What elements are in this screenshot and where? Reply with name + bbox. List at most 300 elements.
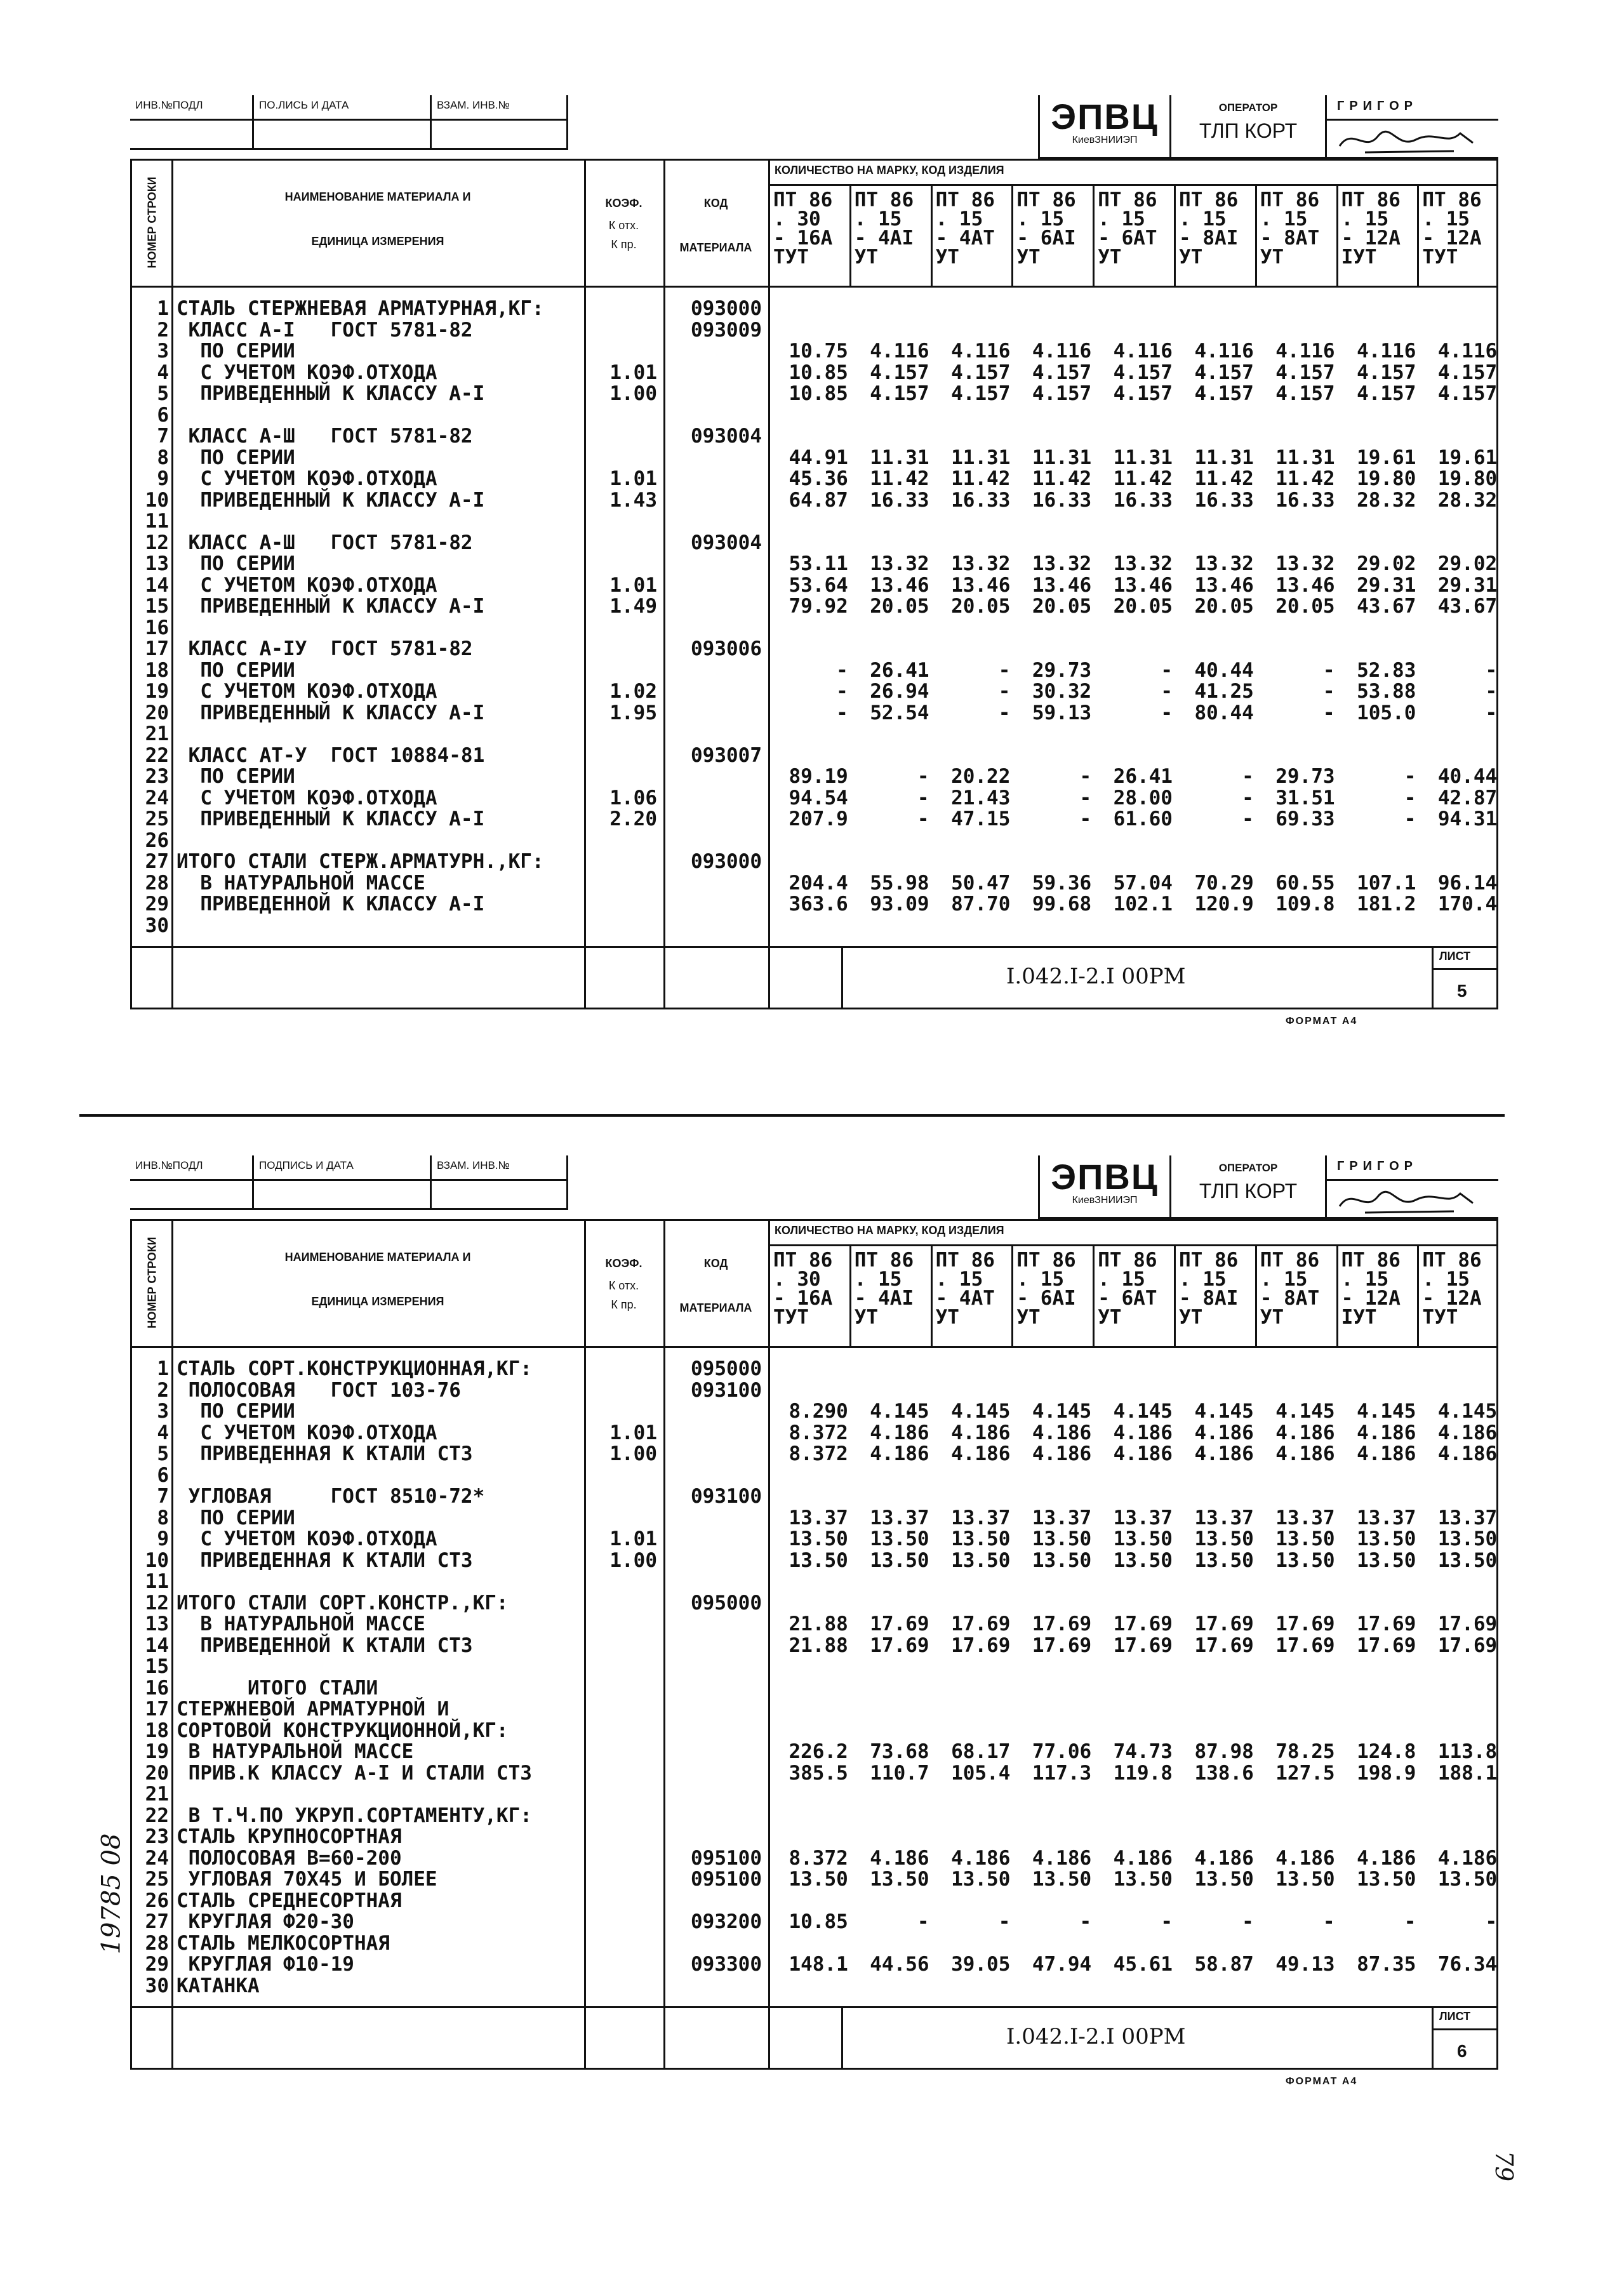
grigor-stamp	[1327, 1155, 1498, 1219]
table-cell: -	[998, 680, 1011, 703]
table-cell: 96.14	[1437, 871, 1498, 895]
table-cell: 13.37	[1032, 1506, 1092, 1529]
table-cell: 4.186	[1032, 1421, 1092, 1444]
row-number: 3	[157, 1400, 169, 1423]
table-cell: 17.69	[870, 1634, 929, 1657]
org-stamp	[1038, 1155, 1171, 1219]
table-cell: 4.186	[1437, 1846, 1498, 1870]
row-label: ПРИВЕДЕННОЙ К КЛАССУ А-I	[176, 893, 485, 915]
column-header: . 15	[1098, 208, 1145, 230]
table-cell: 57.04	[1113, 871, 1173, 895]
column-header: - 6АI	[1016, 1287, 1076, 1310]
column-header: ТУТ	[773, 1306, 809, 1329]
col-sep	[1336, 184, 1338, 286]
table-cell: 87.70	[951, 893, 1011, 915]
col-sep	[1174, 1244, 1176, 1346]
table-cell: 26.41	[1113, 765, 1173, 788]
table-cell: 13.50	[1194, 1548, 1254, 1572]
row-number: 20	[145, 701, 169, 724]
row-number: 25	[145, 808, 169, 830]
column-header: УТ	[1260, 1306, 1284, 1329]
row-code: 093100	[691, 1485, 762, 1508]
table-cell: 87.98	[1194, 1740, 1254, 1763]
row-coef: 1.06	[609, 786, 657, 809]
row-number: 4	[157, 1421, 169, 1444]
table-cell: 4.186	[870, 1421, 929, 1444]
table-cell: 13.50	[1357, 1548, 1416, 1572]
row-coef: 1.00	[609, 1548, 657, 1572]
row-label: КЛАСС АТ-У ГОСТ 10884-81	[176, 743, 485, 767]
grigor-label: ГРИГОР	[1327, 95, 1498, 121]
row-code: 093300	[691, 1953, 762, 1976]
table-cell: -	[1161, 701, 1173, 724]
table-cell: 4.157	[1113, 361, 1173, 384]
row-label: С УЧЕТОМ КОЭФ.ОТХОДА	[176, 786, 437, 809]
row-label: КЛАСС А-I ГОСТ 5781-82	[176, 318, 473, 342]
table-cell: 13.50	[1113, 1528, 1173, 1550]
row-number: 5	[157, 382, 169, 405]
table-cell: 4.186	[870, 1846, 929, 1870]
row-number: 10	[145, 488, 169, 512]
header-line	[130, 286, 1498, 288]
table-cell: 43.67	[1437, 595, 1498, 618]
column-header: - 4АI	[854, 227, 914, 250]
table-cell: 4.186	[1032, 1442, 1092, 1465]
list-number: 6	[1457, 2041, 1467, 2061]
table-cell: 13.50	[1194, 1528, 1254, 1550]
col-sep	[849, 184, 851, 286]
table-cell: 363.6	[789, 893, 848, 915]
table-cell: 11.42	[1194, 467, 1254, 490]
table-cell: 50.47	[951, 871, 1011, 895]
table-cell: 13.37	[1113, 1506, 1173, 1529]
table-cell: 28.32	[1357, 488, 1416, 512]
name-header-2: ЕДИНИЦА ИЗМЕРЕНИЯ	[311, 235, 444, 248]
list-line	[1432, 968, 1498, 970]
table-cell: 17.69	[1194, 1634, 1254, 1657]
table-cell: 4.157	[1437, 361, 1498, 384]
table-cell: 20.22	[951, 765, 1011, 788]
table-cell: 13.50	[870, 1868, 929, 1891]
table-cell: 181.2	[1357, 893, 1416, 915]
title-block-vline	[841, 2006, 843, 2070]
row-coef: 1.49	[609, 595, 657, 618]
table-cell: 11.31	[1032, 446, 1092, 469]
table-cell: 11.42	[951, 467, 1011, 490]
column-header: . 30	[773, 208, 821, 230]
column-header: ПТ 86	[854, 189, 914, 211]
row-number: 20	[145, 1761, 169, 1785]
column-header: - 4АI	[854, 1287, 914, 1310]
table-cell: 13.50	[1113, 1868, 1173, 1891]
table-cell: 4.157	[951, 382, 1011, 405]
grigor-stamp	[1327, 95, 1498, 159]
row-number: 14	[145, 1634, 169, 1657]
list-label: ЛИСТ	[1439, 2010, 1471, 2023]
table-cell: 21.88	[789, 1613, 848, 1635]
table-cell: -	[1485, 680, 1498, 703]
name-header-1: НАИМЕНОВАНИЕ МАТЕРИАЛА И	[284, 1251, 471, 1263]
column-header: . 15	[935, 208, 983, 230]
qty-header-line	[768, 184, 1498, 186]
table-cell: -	[917, 1910, 929, 1933]
table-cell: 11.31	[870, 446, 929, 469]
table-cell: 53.64	[789, 573, 848, 597]
table-cell: 11.42	[1032, 467, 1092, 490]
table-cell: -	[1161, 658, 1173, 682]
org-name: ЭПВЦ	[1051, 1157, 1159, 1197]
row-label: С УЧЕТОМ КОЭФ.ОТХОДА	[176, 573, 437, 597]
column-header: - 8АТ	[1260, 1287, 1320, 1310]
table-cell: 21.88	[789, 1634, 848, 1657]
row-label: ПО СЕРИИ	[176, 1400, 295, 1423]
table-cell: 198.9	[1357, 1761, 1416, 1785]
code-header-1: КОД	[703, 1257, 728, 1270]
table-cell: 4.145	[1032, 1400, 1092, 1423]
table-cell: 29.73	[1032, 658, 1092, 682]
table-cell: 47.15	[951, 808, 1011, 830]
stamp-block	[130, 95, 568, 150]
column-header: - 16А	[773, 1287, 833, 1310]
table-cell: 68.17	[951, 1740, 1011, 1763]
table-cell: 17.69	[1194, 1613, 1254, 1635]
column-header: - 12А	[1422, 227, 1482, 250]
table-cell: 19.61	[1437, 446, 1498, 469]
column-header: - 8АI	[1179, 1287, 1239, 1310]
row-number: 13	[145, 552, 169, 575]
row-number: 27	[145, 1910, 169, 1933]
row-number: 2	[157, 1378, 169, 1402]
row-label: КАТАНКА	[176, 1974, 260, 1997]
column-header: ПТ 86	[1422, 1249, 1482, 1272]
row-number: 14	[145, 573, 169, 597]
list-number: 5	[1457, 981, 1467, 1001]
column-header: . 15	[1341, 1268, 1389, 1291]
col-sep	[1255, 1244, 1257, 1346]
column-header: УТ	[1016, 1306, 1041, 1329]
table-cell: 107.1	[1357, 871, 1416, 895]
table-cell: 113.8	[1437, 1740, 1498, 1763]
title-block-vline	[1432, 2006, 1434, 2070]
row-label: С УЧЕТОМ КОЭФ.ОТХОДА	[176, 361, 437, 384]
table-cell: 52.54	[870, 701, 929, 724]
table-cell: 105.4	[951, 1761, 1011, 1785]
column-header: - 4АТ	[935, 1287, 995, 1310]
table-cell: 13.50	[951, 1548, 1011, 1572]
row-number: 3	[157, 340, 169, 363]
column-header: ПТ 86	[854, 1249, 914, 1272]
row-label: ПО СЕРИИ	[176, 446, 295, 469]
row-number: 30	[145, 914, 169, 937]
row-coef: 1.01	[609, 573, 657, 597]
page-number: 79	[1490, 2150, 1519, 2182]
table-cell: 4.186	[870, 1442, 929, 1465]
table-cell: 4.157	[1357, 382, 1416, 405]
row-coef: 1.00	[609, 382, 657, 405]
code-header-1: КОД	[703, 197, 728, 210]
table-cell: 11.31	[1275, 446, 1335, 469]
col-sep	[1011, 1244, 1013, 1346]
table-cell: -	[917, 786, 929, 809]
table-cell: 47.94	[1032, 1953, 1092, 1976]
row-label: ИТОГО СТАЛИ СТЕРЖ.АРМАТУРН.,КГ:	[176, 850, 544, 873]
row-code: 093004	[691, 425, 762, 448]
column-header: ПТ 86	[1016, 1249, 1076, 1272]
signature	[1327, 121, 1498, 157]
row-number: 26	[145, 1889, 169, 1912]
row-number: 21	[145, 1783, 169, 1806]
col-sep	[1417, 184, 1419, 286]
stamp-cell-empty	[254, 1181, 432, 1210]
row-label: СТАЛЬ СРЕДНЕСОРТНАЯ	[176, 1889, 402, 1912]
list-line	[1432, 2028, 1498, 2030]
table-cell: 17.69	[1357, 1613, 1416, 1635]
row-code: 093004	[691, 531, 762, 554]
col-sep	[931, 1244, 933, 1346]
table-cell: 52.83	[1357, 658, 1416, 682]
table-cell: 19.61	[1357, 446, 1416, 469]
row-label: УГЛОВАЯ ГОСТ 8510-72*	[176, 1485, 485, 1508]
table-cell: 87.35	[1357, 1953, 1416, 1976]
table-cell: 20.05	[1032, 595, 1092, 618]
table-cell: 204.4	[789, 871, 848, 895]
column-header: . 15	[854, 1268, 902, 1291]
table-cell: 4.186	[1032, 1846, 1092, 1870]
row-number: 16	[145, 1676, 169, 1700]
table-cell: 13.46	[1113, 573, 1173, 597]
row-label: В НАТУРАЛЬНОЙ МАССЕ	[176, 1740, 414, 1763]
table-cell: 138.6	[1194, 1761, 1254, 1785]
table-cell: 4.116	[1032, 340, 1092, 363]
row-code: 093100	[691, 1378, 762, 1402]
table-cell: 4.157	[1437, 382, 1498, 405]
row-code: 095000	[691, 1591, 762, 1614]
column-header: - 16А	[773, 227, 833, 250]
sheet-1	[130, 95, 1498, 1086]
column-header: . 15	[1098, 1268, 1145, 1291]
table-cell: 120.9	[1194, 893, 1254, 915]
table-cell: -	[917, 765, 929, 788]
row-code: 093006	[691, 637, 762, 660]
row-coef: 2.20	[609, 808, 657, 830]
row-code: 093007	[691, 743, 762, 767]
row-label: ПРИВЕДЕННАЯ К КТАЛИ СТЗ	[176, 1442, 473, 1465]
stamp-podpis: ПОДПИСЬ И ДАТА	[254, 1155, 432, 1181]
row-label: ПО СЕРИИ	[176, 552, 295, 575]
table-cell: 11.42	[1113, 467, 1173, 490]
table-cell: 45.61	[1113, 1953, 1173, 1976]
row-number: 22	[145, 743, 169, 767]
row-number: 13	[145, 1613, 169, 1635]
table-cell: 13.32	[951, 552, 1011, 575]
row-number: 16	[145, 616, 169, 639]
grigor-label: ГРИГОР	[1327, 1155, 1498, 1181]
row-code: 093200	[691, 1910, 762, 1933]
table-cell: 127.5	[1275, 1761, 1335, 1785]
table-cell: 78.25	[1275, 1740, 1335, 1763]
table-cell: 102.1	[1113, 893, 1173, 915]
row-number: 12	[145, 1591, 169, 1614]
column-header: УТ	[935, 1306, 959, 1329]
table-cell: 30.32	[1032, 680, 1092, 703]
name-header-2: ЕДИНИЦА ИЗМЕРЕНИЯ	[311, 1295, 444, 1308]
table-cell: -	[1079, 765, 1092, 788]
format-label: ФОРМАТ А4	[1286, 2076, 1358, 2087]
table-cell: 29.73	[1275, 765, 1335, 788]
column-header: УТ	[1016, 246, 1041, 269]
title-block-line	[130, 946, 1498, 948]
row-label: ПО СЕРИИ	[176, 1506, 295, 1529]
row-number: 29	[145, 893, 169, 915]
table-cell: 59.36	[1032, 871, 1092, 895]
table-cell: 13.50	[1357, 1868, 1416, 1891]
col-sep	[1093, 184, 1095, 286]
table-cell: 13.50	[1275, 1868, 1335, 1891]
column-header: ПТ 86	[1260, 189, 1320, 211]
table-cell: 70.29	[1194, 871, 1254, 895]
table-cell: 4.157	[1357, 361, 1416, 384]
stamp-cell-empty	[254, 121, 432, 150]
table-cell: 73.68	[870, 1740, 929, 1763]
row-number: 4	[157, 361, 169, 384]
row-label: В НАТУРАЛЬНОЙ МАССЕ	[176, 871, 425, 895]
column-header: . 15	[1422, 1268, 1470, 1291]
column-header: УТ	[1179, 246, 1203, 269]
org-sub: КиевЗНИИЭП	[1072, 135, 1138, 145]
column-header: ПТ 86	[1341, 1249, 1401, 1272]
row-number: 1	[157, 297, 169, 320]
row-label: КРУГЛАЯ Ф10-19	[176, 1953, 354, 1976]
table-cell: 20.05	[1275, 595, 1335, 618]
table-cell: 17.69	[1437, 1634, 1498, 1657]
table-cell: 124.8	[1357, 1740, 1416, 1763]
stamp-cell-empty	[130, 121, 254, 150]
row-number: 25	[145, 1868, 169, 1891]
table-cell: 19.80	[1437, 467, 1498, 490]
row-label: ПРИВЕДЕННАЯ К КТАЛИ СТЗ	[176, 1548, 473, 1572]
operator-value: ТЛП КОРТ	[1199, 119, 1298, 142]
operator-label: ОПЕРАТОР	[1218, 1162, 1278, 1174]
table-cell: -	[1485, 1910, 1498, 1933]
table-cell: 77.06	[1032, 1740, 1092, 1763]
table-cell: 17.69	[1357, 1634, 1416, 1657]
table-cell: 17.69	[1275, 1613, 1335, 1635]
column-header: ТУТ	[773, 246, 809, 269]
row-number: 11	[145, 510, 169, 533]
row-number: 19	[145, 680, 169, 703]
table-cell: -	[917, 808, 929, 830]
column-header: . 30	[773, 1268, 821, 1291]
table-cell: 13.50	[951, 1528, 1011, 1550]
header-line	[130, 1346, 1498, 1348]
column-header: . 15	[1341, 208, 1389, 230]
row-coef: 1.02	[609, 680, 657, 703]
column-header: - 8АI	[1179, 227, 1239, 250]
table-cell: 4.157	[870, 361, 929, 384]
table-cell: 8.290	[789, 1400, 848, 1423]
table-cell: 11.31	[951, 446, 1011, 469]
column-header: УТ	[935, 246, 959, 269]
row-code: 093000	[691, 850, 762, 873]
qty-header: КОЛИЧЕСТВО НА МАРКУ, КОД ИЗДЕЛИЯ	[775, 164, 1004, 176]
table-cell: 8.372	[789, 1442, 848, 1465]
row-label: С УЧЕТОМ КОЭФ.ОТХОДА	[176, 1528, 437, 1550]
table-cell: 4.186	[1275, 1442, 1335, 1465]
title-block-vline	[841, 946, 843, 1009]
table-cell: 13.50	[1194, 1868, 1254, 1891]
table-cell: 13.46	[870, 573, 929, 597]
row-number: 15	[145, 1655, 169, 1678]
table-cell: -	[1242, 765, 1254, 788]
column-header: . 15	[1016, 1268, 1065, 1291]
table-cell: 29.31	[1357, 573, 1416, 597]
col-sep	[1336, 1244, 1338, 1346]
table-cell: 17.69	[951, 1634, 1011, 1657]
table-cell: 13.37	[789, 1506, 848, 1529]
table-cell: 19.80	[1357, 467, 1416, 490]
stamp-vzam: ВЗАМ. ИНВ.№	[432, 1155, 568, 1181]
row-label: ПО СЕРИИ	[176, 658, 295, 682]
table-cell: -	[1322, 1910, 1335, 1933]
stamp-podpis: ПО.ЛИСЬ И ДАТА	[254, 95, 432, 121]
table-cell: 49.13	[1275, 1953, 1335, 1976]
row-coef: 1.95	[609, 701, 657, 724]
row-number: 7	[157, 425, 169, 448]
table-cell: 4.145	[1194, 1400, 1254, 1423]
table-cell: 17.69	[1437, 1613, 1498, 1635]
table-cell: 13.37	[1357, 1506, 1416, 1529]
table-cell: 76.34	[1437, 1953, 1498, 1976]
row-number: 9	[157, 467, 169, 490]
list-label: ЛИСТ	[1439, 950, 1471, 962]
column-header: ТУТ	[1422, 1306, 1458, 1329]
table-cell: -	[998, 1910, 1011, 1933]
row-label: С УЧЕТОМ КОЭФ.ОТХОДА	[176, 680, 437, 703]
coef-header-1: КОЭФ.	[605, 197, 642, 210]
table-cell: 4.116	[951, 340, 1011, 363]
column-header: . 15	[854, 208, 902, 230]
column-header: - 8АТ	[1260, 227, 1320, 250]
table-cell: 4.186	[1357, 1442, 1416, 1465]
operator-label: ОПЕРАТОР	[1218, 102, 1278, 114]
row-number: 12	[145, 531, 169, 554]
table-cell: 20.05	[951, 595, 1011, 618]
table-cell: 13.50	[1113, 1548, 1173, 1572]
table-cell: 40.44	[1194, 658, 1254, 682]
table-cell: -	[1161, 680, 1173, 703]
table-cell: 4.186	[1437, 1442, 1498, 1465]
table-cell: 188.1	[1437, 1761, 1498, 1785]
column-header: ПТ 86	[773, 1249, 833, 1272]
table-cell: 4.186	[1357, 1421, 1416, 1444]
column-header: . 15	[1016, 208, 1065, 230]
table-cell: 13.50	[870, 1548, 929, 1572]
column-header: IУТ	[1341, 246, 1377, 269]
row-label: СТАЛЬ СТЕРЖНЕВАЯ АРМАТУРНАЯ,КГ:	[176, 297, 544, 320]
table-cell: 4.157	[870, 382, 929, 405]
column-header: ПТ 86	[773, 189, 833, 211]
org-sub: КиевЗНИИЭП	[1072, 1195, 1138, 1206]
table-cell: 13.32	[1113, 552, 1173, 575]
row-code: 093000	[691, 297, 762, 320]
operator-stamp	[1171, 95, 1327, 159]
col-sep	[1174, 184, 1176, 286]
column-header: ТУТ	[1422, 246, 1458, 269]
row-number: 23	[145, 1825, 169, 1848]
row-number: 30	[145, 1974, 169, 1997]
table-cell: 105.0	[1357, 701, 1416, 724]
row-label: ПОЛОСОВАЯ ГОСТ 103-76	[176, 1378, 461, 1402]
